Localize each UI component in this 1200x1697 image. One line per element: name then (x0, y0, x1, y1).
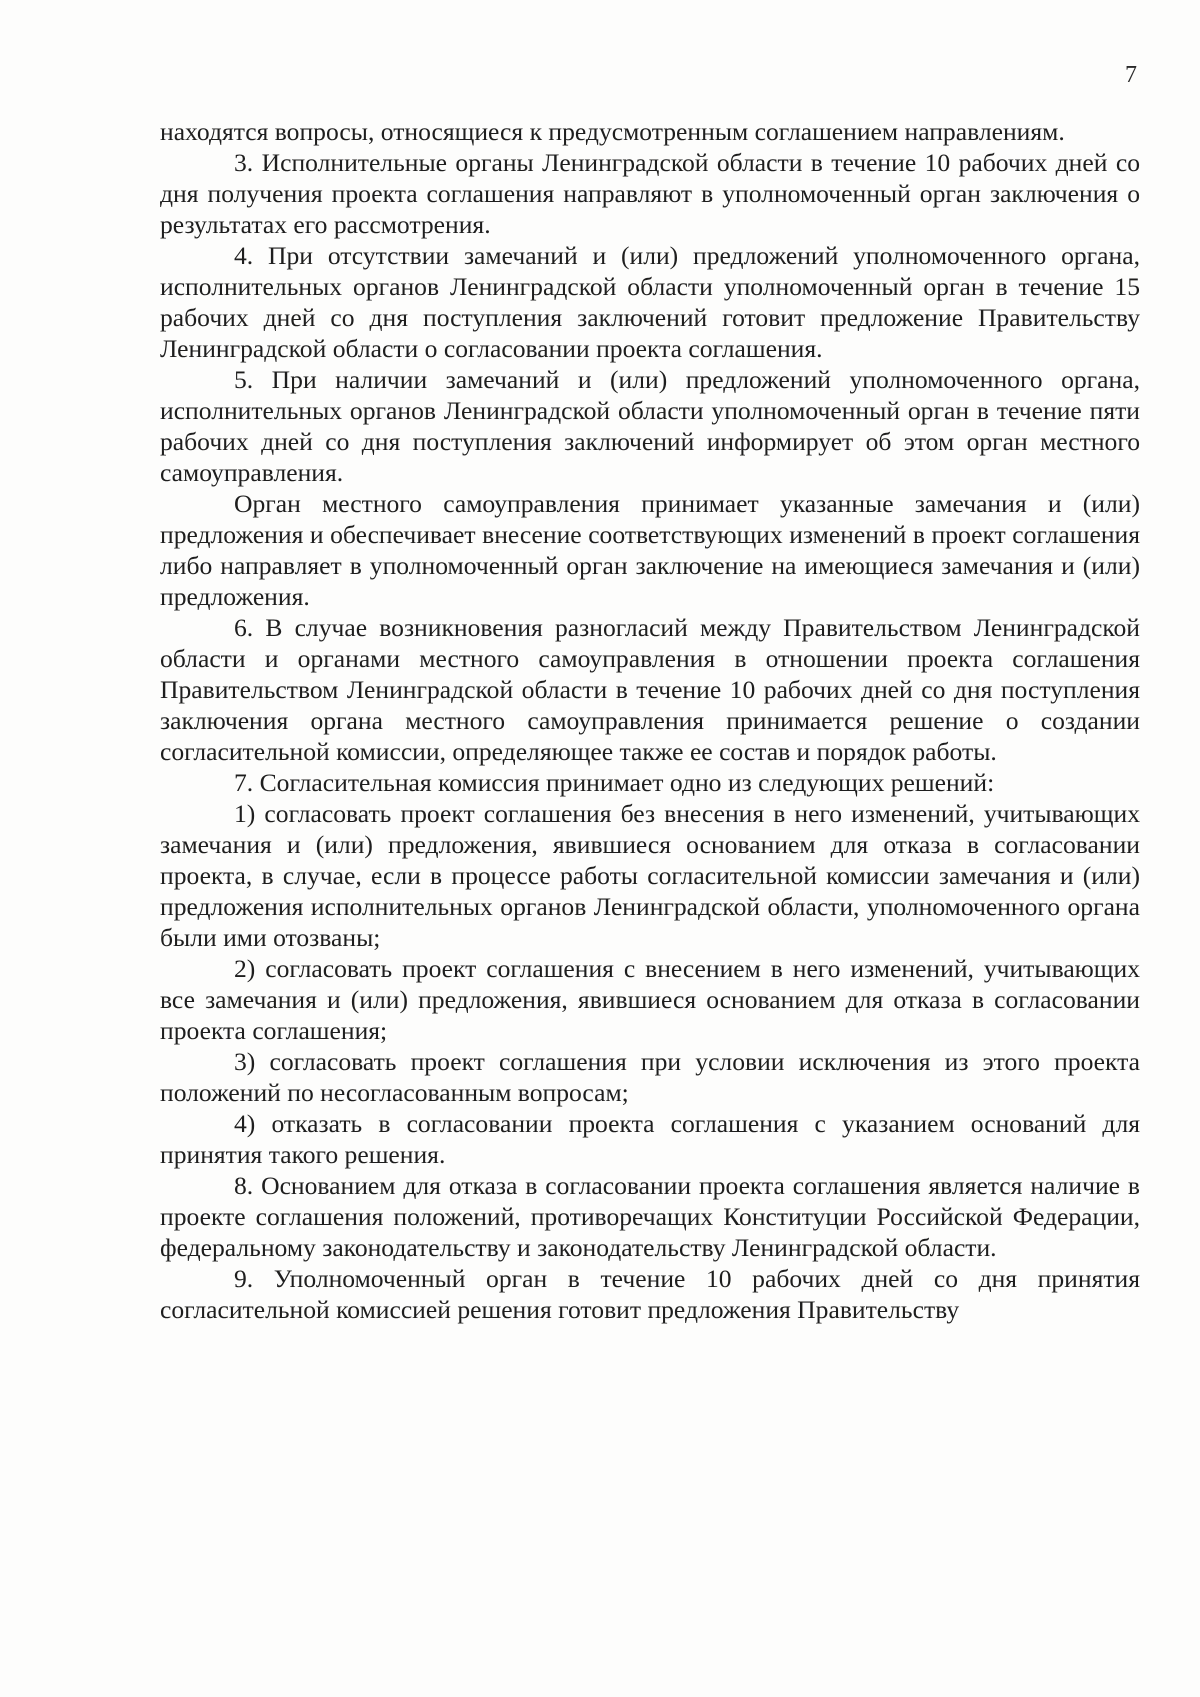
paragraph-item-9: 9. Уполномоченный орган в течение 10 рабочих дней со дня принятия согласительной комиссией решения готовит предложения Правительству (160, 1264, 1140, 1324)
paragraph-item-5: 5. При наличии замечаний и (или) предложений уполномоченного органа, исполнительных органов Ленинградской области уполномоченный орган в течение пяти рабочих дней со дня поступления заключений информирует об этом орган местного самоуправления. (160, 365, 1140, 487)
list-item-7-1: 1) согласовать проект соглашения без внесения в него изменений, учитывающих замечания и (или) предложения, явившиеся основанием для отказа в согласовании проекта, в случае, если в процессе работы согласительной комиссии замечания и (или) предложения исполнительных органов Ленинградской области, уполномоченного органа были ими отозваны; (160, 799, 1140, 952)
paragraph-item-7: 7. Согласительная комиссия принимает одно из следующих решений: (234, 768, 995, 797)
list-item-7-2: 2) согласовать проект соглашения с внесением в него изменений, учитывающих все замечания и (или) предложения, явившиеся основанием для отказа в согласовании проекта соглашения; (160, 954, 1140, 1045)
paragraph-item-6: 6. В случае возникновения разногласий между Правительством Ленинградской области и органами местного самоуправления в отношении проекта соглашения Правительством Ленинградской области в течение 10 рабочих дней со дня поступления заключения органа местного самоуправления принимается решение о создании согласительной комиссии, определяющее также ее состав и порядок работы. (160, 613, 1140, 766)
page-number: 7 (1125, 62, 1137, 88)
document-body (160, 116, 1140, 1325)
paragraph-item-3: 3. Исполнительные органы Ленинградской области в течение 10 рабочих дней со дня получения проекта соглашения направляют в уполномоченный орган заключения о результатах его рассмотрения. (160, 148, 1140, 239)
paragraph-continuation: находятся вопросы, относящиеся к предусмотренным соглашением направлениям. (160, 117, 1065, 146)
list-item-7-3: 3) согласовать проект соглашения при условии исключения из этого проекта положений по несогласованным вопросам; (160, 1047, 1140, 1107)
paragraph-item-5-continued: Орган местного самоуправления принимает указанные замечания и (или) предложения и обеспечивает внесение соответствующих изменений в проект соглашения либо направляет в уполномоченный орган заключение на имеющиеся замечания и (или) предложения. (160, 489, 1140, 611)
list-item-7-4: 4) отказать в согласовании проекта соглашения с указанием оснований для принятия такого решения. (160, 1109, 1140, 1169)
paragraph-item-4: 4. При отсутствии замечаний и (или) предложений уполномоченного органа, исполнительных органов Ленинградской области уполномоченный орган в течение 15 рабочих дней со дня поступления заключений готовит предложение Правительству Ленинградской области о согласовании проекта соглашения. (160, 241, 1140, 363)
paragraph-item-8: 8. Основанием для отказа в согласовании проекта соглашения является наличие в проекте соглашения положений, противоречащих Конституции Российской Федерации, федеральному законодательству и законодательству Ленинградской области. (160, 1171, 1140, 1262)
